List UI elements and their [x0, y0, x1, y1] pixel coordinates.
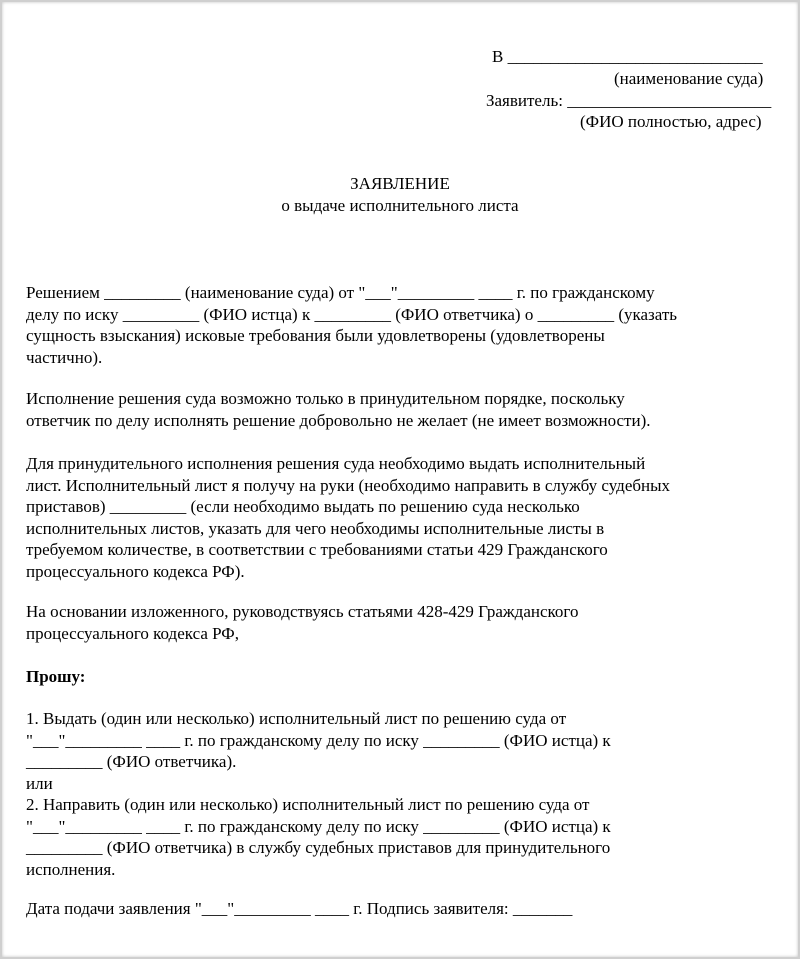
paragraph-line: приставов) _________ (если необходимо выдать по решению суда несколько — [26, 497, 580, 516]
paragraph-line: процессуального кодекса РФ, — [26, 623, 239, 643]
paragraph-line: Решением _________ (наименование суда) от "___"_________ ____ г. по гражданскому — [26, 283, 655, 302]
paragraph-line: делу по иску _________ (ФИО истца) к _________ (ФИО ответчика) о _________ (указать — [26, 304, 678, 324]
paragraph-line: исполнительных листов, указать для чего необходимы исполнительные листы в — [26, 518, 605, 538]
court-caption: (наименование суда) — [614, 69, 764, 88]
applicant-caption: (ФИО полностью, адрес) — [580, 112, 762, 131]
paragraph-line: частично). — [26, 347, 103, 367]
paragraph-legal-basis — [26, 601, 786, 644]
paragraph-line: 2. Направить (один или несколько) исполнительный лист по решению суда от — [26, 795, 590, 814]
request-item-2 — [26, 794, 786, 880]
paragraph-line: лист. Исполнительный лист я получу на руки (необходимо направить в службу судебных — [26, 475, 671, 495]
paragraph-line: или — [26, 773, 53, 793]
paragraph-line: процессуального кодекса РФ). — [26, 561, 245, 581]
applicant-line: Заявитель: ________________________ — [486, 91, 772, 110]
paragraph-line: исполнения. — [26, 859, 116, 879]
paragraph-line: сущность взыскания) исковые требования были удовлетворены (удовлетворены — [26, 326, 605, 345]
paragraph-line: _________ (ФИО ответчика). — [26, 752, 237, 771]
request-item-1 — [26, 708, 786, 794]
paragraph-line: На основании изложенного, руководствуясь статьями 428-429 Гражданского — [26, 602, 579, 621]
paragraph-line: ответчик по делу исполнять решение добровольно не желает (не имеет возможности). — [26, 410, 651, 430]
paragraph-line: "___"_________ ____ г. по гражданскому делу по иску _________ (ФИО истца) к — [26, 816, 611, 836]
paragraph-line: Для принудительного исполнения решения суда необходимо выдать исполнительный — [26, 454, 646, 473]
paragraph-writ-need — [26, 453, 786, 582]
paragraph-line: Исполнение решения суда возможно только в принудительном порядке, поскольку — [26, 389, 625, 408]
request-label: Прошу: — [26, 667, 86, 686]
document-subtitle: о выдаче исполнительного листа — [281, 196, 519, 215]
paragraph-enforcement — [26, 388, 786, 431]
signature-date-line: Дата подачи заявления "___"_________ ____ г. Подпись заявителя: _______ — [26, 899, 573, 918]
paragraph-line: требуемом количестве, в соответствии с требованиями статьи 429 Гражданского — [26, 540, 608, 559]
paragraph-line: _________ (ФИО ответчика) в службу судебных приставов для принудительного — [26, 838, 611, 857]
paragraph-line: 1. Выдать (один или несколько) исполнительный лист по решению суда от — [26, 709, 567, 728]
court-line: В ______________________________ — [492, 47, 763, 66]
document-title: ЗАЯВЛЕНИЕ — [350, 174, 450, 193]
paragraph-decision — [26, 282, 786, 368]
paragraph-line: "___"_________ ____ г. по гражданскому делу по иску _________ (ФИО истца) к — [26, 730, 611, 750]
